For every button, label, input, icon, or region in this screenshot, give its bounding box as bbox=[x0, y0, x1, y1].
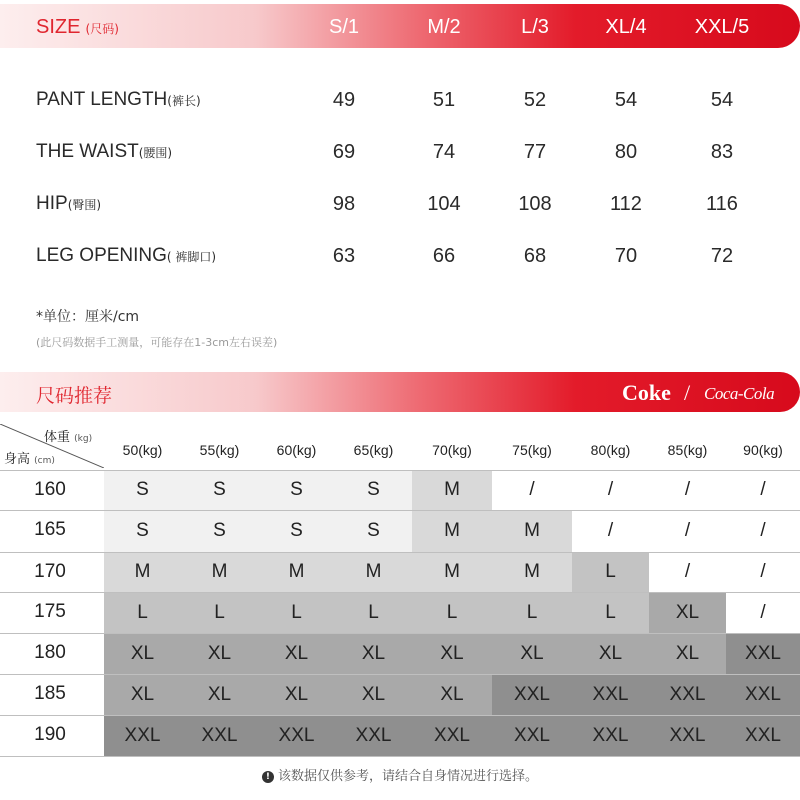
recommended-size-cell: M bbox=[412, 552, 492, 592]
recommended-size-cell: M bbox=[492, 552, 572, 592]
height-row-header: 185 bbox=[34, 683, 66, 704]
brand-separator: / bbox=[684, 380, 691, 405]
recommended-size-cell: / bbox=[649, 552, 726, 592]
measurement-value: 108 bbox=[518, 193, 552, 215]
table-row-divider bbox=[0, 470, 800, 471]
recommended-size-cell: / bbox=[726, 592, 800, 633]
size-column-header: L/3 bbox=[521, 16, 549, 38]
recommended-size-cell: L bbox=[335, 592, 412, 633]
height-row-header: 180 bbox=[34, 642, 66, 663]
measurement-row-label bbox=[36, 89, 201, 111]
size-column-header: XL/4 bbox=[605, 16, 647, 38]
measurement-value: 68 bbox=[523, 245, 547, 267]
recommended-size-cell: S bbox=[335, 470, 412, 510]
recommended-size-cell: XXL bbox=[726, 633, 800, 674]
table-corner-header bbox=[0, 424, 104, 468]
recommended-size-cell: XL bbox=[412, 674, 492, 715]
weight-axis-label bbox=[44, 426, 92, 445]
table-row-divider bbox=[0, 715, 800, 716]
recommended-size-cell: XL bbox=[181, 674, 258, 715]
recommended-size-cell: XXL bbox=[412, 715, 492, 756]
recommended-size-cell: S bbox=[258, 470, 335, 510]
table-row-divider bbox=[0, 633, 800, 634]
recommended-size-cell: XL bbox=[335, 674, 412, 715]
size-column-header: M/2 bbox=[427, 16, 461, 38]
measurement-value: 54 bbox=[614, 89, 638, 111]
measurement-row-label bbox=[36, 245, 216, 267]
measurement-label-en: HIP bbox=[36, 193, 68, 214]
recommended-size-cell: XXL bbox=[726, 715, 800, 756]
recommended-size-cell: L bbox=[572, 552, 649, 592]
recommended-size-cell: M bbox=[412, 510, 492, 552]
measurement-value: 51 bbox=[432, 89, 456, 111]
recommended-size-cell: XL bbox=[104, 633, 181, 674]
recommended-size-cell: S bbox=[104, 470, 181, 510]
recommended-size-cell: / bbox=[726, 510, 800, 552]
recommended-size-cell: XXL bbox=[492, 674, 572, 715]
recommended-size-cell: L bbox=[181, 592, 258, 633]
measurement-label-en: LEG OPENING bbox=[36, 245, 167, 266]
measurement-label-cn: (臀围) bbox=[67, 198, 102, 212]
measurement-value: 70 bbox=[614, 245, 638, 267]
info-icon: ! bbox=[262, 771, 274, 783]
recommended-size-cell: L bbox=[492, 592, 572, 633]
recommended-size-cell: XL bbox=[104, 674, 181, 715]
recommended-size-cell: XL bbox=[258, 674, 335, 715]
recommended-size-cell: L bbox=[572, 592, 649, 633]
size-title bbox=[36, 16, 119, 39]
measurement-value: 104 bbox=[427, 193, 461, 215]
measurement-row-label bbox=[36, 193, 101, 215]
recommended-size-cell: XL bbox=[335, 633, 412, 674]
recommended-size-cell: S bbox=[335, 510, 412, 552]
brand-logo-coca-cola: Coca-Cola bbox=[704, 384, 775, 403]
recommended-size-cell: XL bbox=[649, 633, 726, 674]
recommended-size-cell: / bbox=[649, 510, 726, 552]
recommended-size-cell: / bbox=[572, 510, 649, 552]
recommended-size-cell: XXL bbox=[492, 715, 572, 756]
recommended-size-cell: M bbox=[181, 552, 258, 592]
recommended-size-cell: / bbox=[572, 470, 649, 510]
measurement-value: 74 bbox=[432, 141, 456, 163]
recommended-size-cell: / bbox=[649, 470, 726, 510]
measurement-value: 49 bbox=[332, 89, 356, 111]
weight-column-header: 65(kg) bbox=[353, 442, 394, 458]
recommended-size-cell: XXL bbox=[104, 715, 181, 756]
height-row-header: 165 bbox=[34, 519, 66, 540]
footer-note-text: 该数据仅供参考，请结合自身情况进行选择。 bbox=[277, 769, 538, 784]
height-unit: (cm) bbox=[34, 456, 55, 466]
measurement-value: 66 bbox=[432, 245, 456, 267]
table-row-divider bbox=[0, 510, 800, 511]
recommended-size-cell: M bbox=[492, 510, 572, 552]
recommended-size-cell: / bbox=[726, 470, 800, 510]
recommended-size-cell: XL bbox=[258, 633, 335, 674]
weight-column-header: 55(kg) bbox=[199, 442, 240, 458]
recommended-size-cell: XL bbox=[649, 592, 726, 633]
measurement-value: 83 bbox=[710, 141, 734, 163]
recommended-size-cell: S bbox=[181, 510, 258, 552]
recommended-size-cell: XXL bbox=[726, 674, 800, 715]
recommendation-header-banner bbox=[0, 372, 800, 412]
measurement-value: 116 bbox=[706, 193, 738, 215]
measurement-disclaimer: (此尺码数据手工测量，可能存在1-3cm左右误差) bbox=[36, 336, 278, 349]
height-axis-label bbox=[4, 448, 55, 467]
table-row-divider bbox=[0, 552, 800, 553]
height-row-header: 175 bbox=[34, 601, 66, 622]
size-column-header: S/1 bbox=[328, 16, 360, 38]
recommended-size-cell: / bbox=[492, 470, 572, 510]
measurement-value: 77 bbox=[523, 141, 547, 163]
weight-column-header: 75(kg) bbox=[512, 442, 552, 458]
recommended-size-cell: S bbox=[181, 470, 258, 510]
recommended-size-cell: XXL bbox=[649, 674, 726, 715]
footer-note bbox=[0, 765, 800, 784]
measurement-value: 69 bbox=[332, 141, 356, 163]
size-title-text: SIZE bbox=[36, 16, 81, 38]
measurement-value: 54 bbox=[710, 89, 734, 111]
recommended-size-cell: L bbox=[258, 592, 335, 633]
recommended-size-cell: L bbox=[104, 592, 181, 633]
recommended-size-cell: XL bbox=[181, 633, 258, 674]
recommended-size-cell: XXL bbox=[181, 715, 258, 756]
unit-note: *单位：厘米/cm bbox=[36, 309, 140, 325]
height-row-header: 190 bbox=[34, 724, 66, 745]
recommended-size-cell: S bbox=[104, 510, 181, 552]
recommended-size-cell: XXL bbox=[258, 715, 335, 756]
table-row-divider bbox=[0, 756, 800, 757]
measurement-label-cn: (裤长) bbox=[167, 94, 201, 108]
brand-logo-coke: Coke bbox=[622, 380, 671, 405]
measurement-row-label bbox=[36, 141, 172, 163]
weight-column-header: 90(kg) bbox=[743, 442, 783, 458]
recommended-size-cell: M bbox=[412, 470, 492, 510]
recommended-size-cell: / bbox=[726, 552, 800, 592]
height-label: 身高 bbox=[4, 452, 31, 467]
measurement-label-cn: ( 裤脚口) bbox=[166, 250, 217, 264]
weight-column-header: 80(kg) bbox=[590, 442, 631, 458]
weight-column-header: 70(kg) bbox=[432, 442, 472, 458]
measurement-value: 72 bbox=[710, 245, 734, 267]
measurement-value: 98 bbox=[332, 193, 356, 215]
weight-column-header: 50(kg) bbox=[122, 442, 163, 458]
recommended-size-cell: M bbox=[258, 552, 335, 592]
weight-column-header: 60(kg) bbox=[276, 442, 317, 458]
measurement-value: 80 bbox=[614, 141, 638, 163]
measurement-value: 63 bbox=[332, 245, 356, 267]
recommended-size-cell: XL bbox=[492, 633, 572, 674]
measurement-value: 52 bbox=[523, 89, 547, 111]
recommended-size-cell: M bbox=[104, 552, 181, 592]
recommended-size-cell: L bbox=[412, 592, 492, 633]
table-row-divider bbox=[0, 674, 800, 675]
measurement-label-cn: (腰围) bbox=[138, 146, 173, 160]
recommended-size-cell: XL bbox=[412, 633, 492, 674]
recommended-size-cell: XXL bbox=[572, 674, 649, 715]
recommended-size-cell: S bbox=[258, 510, 335, 552]
recommended-size-cell: XXL bbox=[335, 715, 412, 756]
weight-unit: (kg) bbox=[74, 434, 93, 444]
measurement-value: 112 bbox=[610, 193, 642, 215]
size-column-header: XXL/5 bbox=[694, 16, 750, 38]
measurement-label-en: PANT LENGTH bbox=[36, 89, 168, 110]
table-row-divider bbox=[0, 592, 800, 593]
recommendation-title: 尺码推荐 bbox=[36, 385, 113, 407]
height-row-header: 170 bbox=[34, 561, 66, 582]
recommended-size-cell: XXL bbox=[572, 715, 649, 756]
measurement-label-en: THE WAIST bbox=[36, 141, 139, 162]
recommended-size-cell: XL bbox=[572, 633, 649, 674]
size-title-cn: (尺码) bbox=[85, 22, 119, 36]
weight-label: 体重 bbox=[44, 430, 71, 445]
weight-column-header: 85(kg) bbox=[667, 442, 708, 458]
height-row-header: 160 bbox=[34, 479, 66, 500]
recommended-size-cell: M bbox=[335, 552, 412, 592]
recommended-size-cell: XXL bbox=[649, 715, 726, 756]
